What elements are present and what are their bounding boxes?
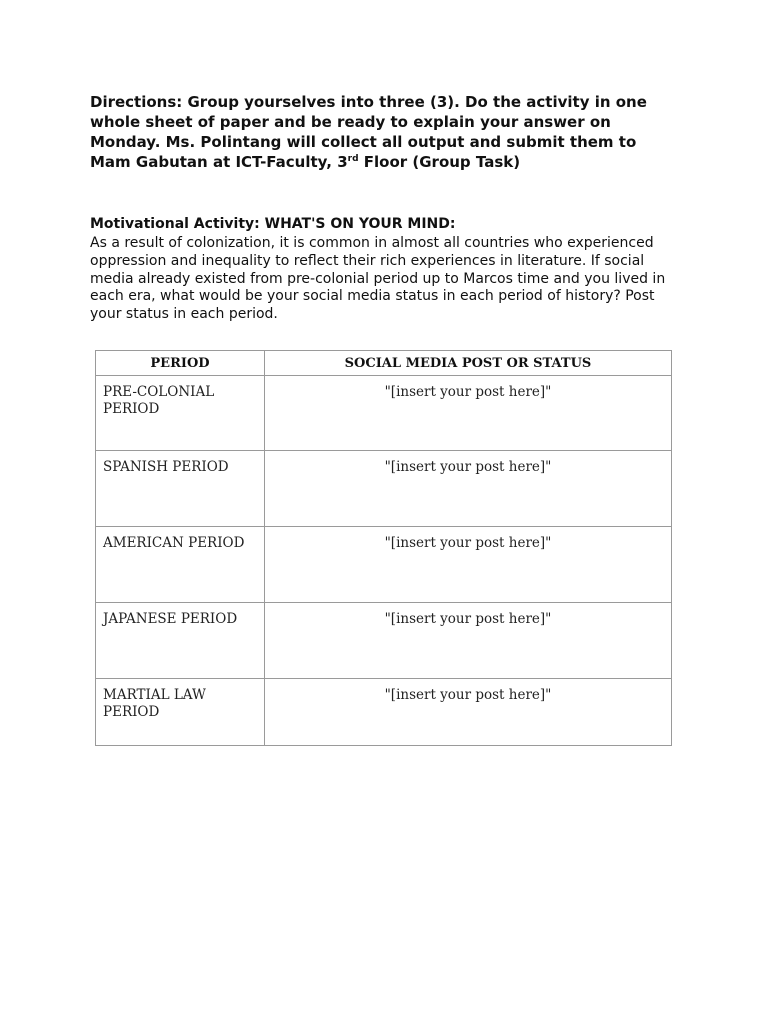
directions-paragraph: [90, 92, 680, 172]
header-post: SOCIAL MEDIA POST OR STATUS: [265, 351, 672, 376]
directions-superscript: rd: [347, 154, 359, 164]
table-row: [96, 603, 672, 679]
post-cell[interactable]: "[insert your post here]": [265, 376, 672, 451]
table-row: [96, 376, 672, 451]
header-period: PERIOD: [96, 351, 265, 376]
table-row: [96, 451, 672, 527]
period-cell: MARTIAL LAW PERIOD: [96, 679, 265, 746]
post-cell[interactable]: "[insert your post here]": [265, 451, 672, 527]
period-cell: SPANISH PERIOD: [96, 451, 265, 527]
period-cell: JAPANESE PERIOD: [96, 603, 265, 679]
post-cell[interactable]: "[insert your post here]": [265, 603, 672, 679]
motivational-activity-body: As a result of colonization, it is common in almost all countries who experienced oppression and inequality to reflect their rich experiences in literature. If social media already existed from pre-colonial period up to Marcos time and you lived in each era, what would be your social media status in each period of history? Post your status in each period.: [90, 235, 666, 323]
table-row: [96, 679, 672, 746]
post-cell[interactable]: "[insert your post here]": [265, 679, 672, 746]
table-header-row: [96, 351, 672, 376]
motivational-activity-title: Motivational Activity: WHAT'S ON YOUR MIND:: [90, 216, 456, 232]
post-cell[interactable]: "[insert your post here]": [265, 527, 672, 603]
periods-table: [95, 350, 672, 746]
table-row: [96, 527, 672, 603]
directions-text-end: Floor (Group Task): [358, 153, 521, 171]
period-cell: PRE-COLONIAL PERIOD: [96, 376, 265, 451]
directions-text: Directions: Group yourselves into three (3). Do the activity in one whole sheet of paper and be ready to explain your answer on Monday. Ms. Polintang will collect all output and submit them to Mam Gabutan at ICT-Faculty, 3: [90, 93, 647, 171]
period-cell: AMERICAN PERIOD: [96, 527, 265, 603]
